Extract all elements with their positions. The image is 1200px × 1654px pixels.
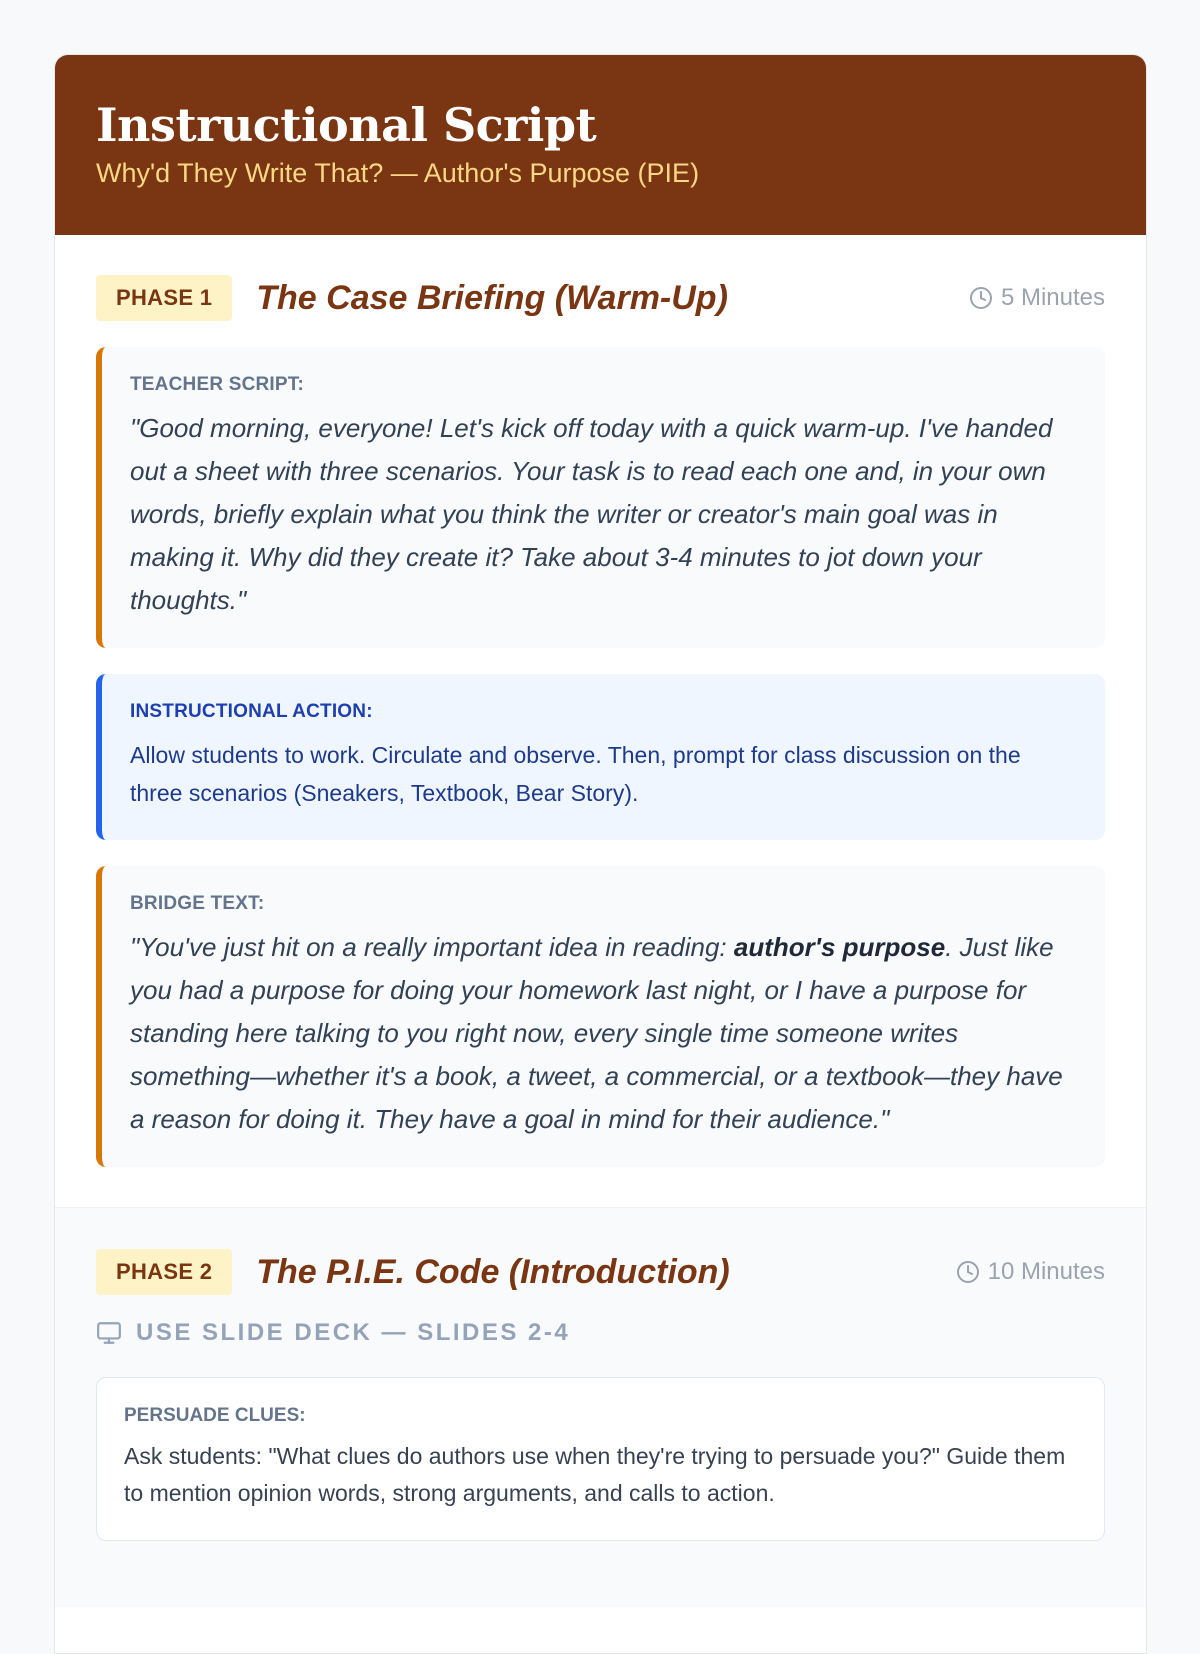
phase-time	[956, 1258, 1105, 1286]
phase-title: The Case Briefing (Warm-Up)	[256, 278, 728, 317]
bridge-text-label: BRIDGE TEXT:	[130, 893, 265, 914]
phase-1-section	[55, 235, 1146, 1207]
phase-time	[969, 284, 1105, 312]
phase-badge: PHASE 2	[96, 1249, 232, 1295]
phase-time-label: 5 Minutes	[1000, 284, 1105, 311]
clock-icon	[969, 286, 993, 310]
phase-badge: PHASE 1	[96, 275, 232, 321]
phase-1-header	[96, 275, 1105, 321]
phase-time-label: 10 Minutes	[987, 1258, 1105, 1285]
teacher-script-label: TEACHER SCRIPT:	[130, 374, 305, 395]
script-card	[54, 54, 1147, 1654]
persuade-clues-label: PERSUADE CLUES:	[124, 1405, 306, 1426]
bridge-text-content	[130, 926, 1079, 1141]
bridge-text-emphasis: author's purpose	[733, 932, 946, 962]
persuade-clues-text: Ask students: "What clues do authors use when they're trying to persuade you?" Guide them to mention opinion words, strong arguments, and calls to action.	[124, 1443, 1066, 1506]
instructional-action-text: Allow students to work. Circulate and observe. Then, prompt for class discussion on the three scenarios (Sneakers, Textbook, Bear Story).	[130, 742, 1021, 806]
bridge-text-block	[96, 866, 1105, 1167]
instructional-action-label: INSTRUCTIONAL ACTION:	[130, 701, 373, 722]
slide-deck-reference	[96, 1319, 1105, 1347]
page-subtitle: Why'd They Write That? — Author's Purpose (PIE)	[96, 158, 700, 188]
phase-2-header	[96, 1249, 1105, 1295]
teacher-script-block	[96, 347, 1105, 648]
instructional-action-block	[96, 674, 1105, 840]
monitor-icon	[96, 1320, 122, 1346]
script-header	[55, 55, 1146, 235]
teacher-script-text: "Good morning, everyone! Let's kick off today with a quick warm-up. I've handed out a sheet with three scenarios. Your task is to read each one and, in your own words, briefly explain what you think the writer or creator's main goal was in making it. Why did they create it? Take about 3-4 minutes to jot down your thoughts."	[130, 413, 1053, 615]
page-title: Instructional Script	[96, 98, 597, 152]
phase-title: The P.I.E. Code (Introduction)	[256, 1252, 730, 1291]
bridge-text-after: . Just like you had a purpose for doing your homework last night, or I have a purpose for standing here talking to you right now, every single time someone writes something—whether it's a book, a tweet, a commercial, or a textbook—they have a reason for doing it. They have a goal in mind for their audience."	[130, 932, 1063, 1134]
bridge-text-before: "You've just hit on a really important idea in reading:	[130, 932, 734, 962]
clock-icon	[956, 1260, 980, 1284]
slide-deck-label: USE SLIDE DECK — SLIDES 2-4	[136, 1319, 571, 1346]
persuade-clues-box	[96, 1377, 1105, 1541]
phase-2-section	[55, 1207, 1146, 1607]
